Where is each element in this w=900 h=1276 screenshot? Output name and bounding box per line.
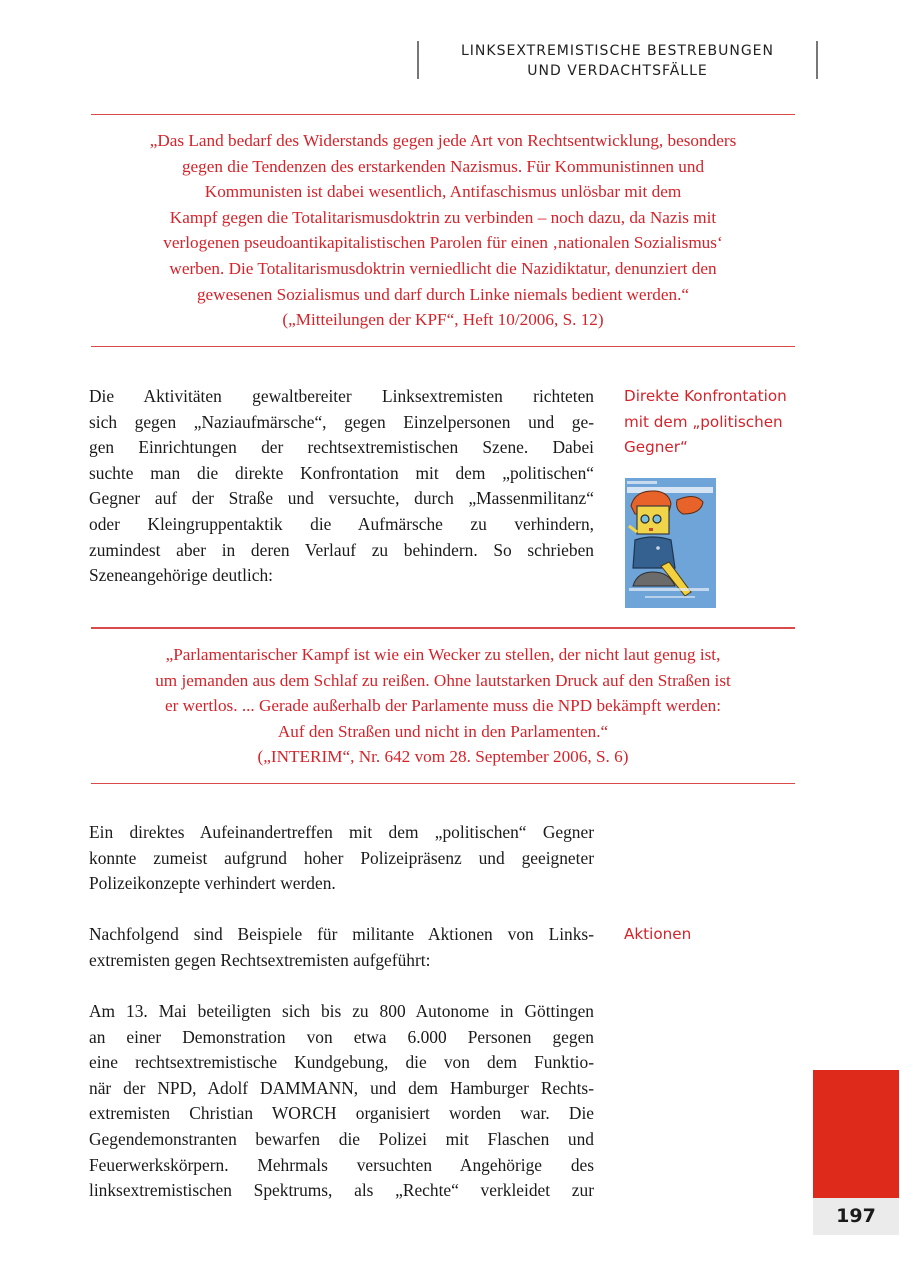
text-line: suchte man die direkte Konfrontation mit dem „politischen“: [89, 462, 594, 483]
text-line: Szeneangehörige deutlich:: [89, 565, 273, 586]
running-head-line-2: UND VERDACHTSFÄLLE: [527, 63, 708, 79]
quote-line: „Das Land bedarf des Widerstands gegen jede Art von Rechtsentwicklung, besonders: [149, 131, 737, 150]
paragraph-police: [89, 820, 594, 897]
quote-line: Kommunisten ist dabei wesentlich, Antifaschismus unlösbar mit dem: [204, 182, 682, 202]
text-line: Die Aktivitäten gewaltbereiter Linksextremisten richteten: [89, 386, 594, 406]
quote-line: Auf den Straßen und nicht in den Parlamenten.“: [277, 721, 609, 741]
text-line: konnte zumeist aufgrund hoher Polizeipräsenz und geeigneter: [89, 847, 594, 868]
text-line: Nachfolgend sind Beispiele für militante Aktionen von Links-: [89, 924, 594, 944]
quote-line: Kampf gegen die Totalitarismusdoktrin zu verbinden – noch dazu, da Nazis mit: [169, 207, 717, 227]
margin-note-actions: [624, 922, 814, 948]
quote-source: („INTERIM“, Nr. 642 vom 28. September 2006, S. 6): [257, 747, 629, 767]
quote-block-interim: [91, 627, 795, 784]
text-line: linksextremistischen Spektrums, als „Rechte“ verkleidet zur: [89, 1180, 594, 1201]
text-line: Feuerwerkskörpern. Mehrmals versuchten Angehörige des: [89, 1154, 594, 1175]
text-line: Gegendemonstranten bewarfen die Polizei mit Flaschen und: [89, 1128, 594, 1149]
text-line: extremisten gegen Rechtsextremisten aufgeführt:: [89, 949, 431, 970]
paragraph-goettingen: [89, 999, 594, 1204]
margin-note-line: Aktionen: [624, 925, 692, 943]
text-line: när der NPD, Adolf DAMMANN, und dem Hamburger Rechts-: [89, 1077, 594, 1098]
quote-line: werben. Die Totalitarismusdoktrin verniedlicht die Nazidiktatur, denunziert den: [169, 258, 717, 278]
margin-note-line: Gegner“: [624, 438, 688, 457]
quote-line: „Parlamentarischer Kampf ist wie ein Wecker zu stellen, der nicht laut genug ist,: [165, 645, 721, 664]
quote-source: („Mitteilungen der KPF“, Heft 10/2006, S. 12): [282, 310, 604, 330]
text-line: an einer Demonstration von etwa 6.000 Personen gegen: [89, 1026, 594, 1047]
margin-note-line: mit dem „politischen: [624, 412, 783, 431]
text-line: Am 13. Mai beteiligten sich bis zu 800 Autonome in Göttingen: [89, 1001, 594, 1021]
paragraph-examples-intro: [89, 922, 594, 973]
text-line: Ein direktes Aufeinandertreffen mit dem „politischen“ Gegner: [89, 822, 594, 842]
quote-line: gegen die Tendenzen des erstarkenden Nazismus. Für Kommunistinnen und: [181, 156, 705, 176]
margin-note-confrontation: [624, 384, 814, 461]
text-line: zumindest aber in deren Verlauf zu behindern. So schrieben: [89, 539, 594, 560]
text-line: extremisten Christian WORCH organisiert worden war. Die: [89, 1103, 594, 1124]
text-line: oder Kleingruppentaktik die Aufmärsche zu verhindern,: [89, 513, 594, 534]
margin-note-line: Direkte Konfrontation: [624, 387, 787, 405]
text-line: Polizeikonzepte verhindert werden.: [89, 873, 336, 894]
paragraph-confrontation: [89, 384, 594, 589]
quote-line: verlogenen pseudoantikapitalistischen Parolen für einen ‚nationalen Sozialismus‘: [163, 233, 723, 253]
quote-bottom-rule: [91, 346, 795, 347]
cartoon-figure-icon: [625, 478, 716, 608]
quote-line: um jemanden aus dem Schlaf zu reißen. Ohne lautstarken Druck auf den Straßen ist: [155, 670, 731, 690]
page-number: 197: [813, 1198, 899, 1235]
text-line: Gegner auf der Straße und versuchte, durch „Massenmilitanz“: [89, 488, 594, 509]
running-head: [417, 41, 818, 79]
text-line: eine rechtsextremistische Kundgebung, die von dem Funktio-: [89, 1052, 594, 1073]
chapter-tab-marker: [813, 1070, 899, 1198]
quote-block-kpf: [91, 114, 795, 347]
quote-bottom-rule: [91, 783, 795, 784]
quote-line: gewesenen Sozialismus und darf durch Linke niemals bedient werden.“: [196, 284, 690, 304]
quote-line: er wertlos. ... Gerade außerhalb der Parlamente muss die NPD bekämpft werden:: [164, 696, 722, 716]
text-line: gen Einrichtungen der rechtsextremistischen Szene. Dabei: [89, 437, 594, 458]
poster-illustration: [625, 478, 716, 608]
running-head-line-1: LINKSEXTREMISTISCHE BESTREBUNGEN: [461, 43, 774, 59]
text-line: sich gegen „Naziaufmärsche“, gegen Einzelpersonen und ge-: [89, 411, 594, 432]
